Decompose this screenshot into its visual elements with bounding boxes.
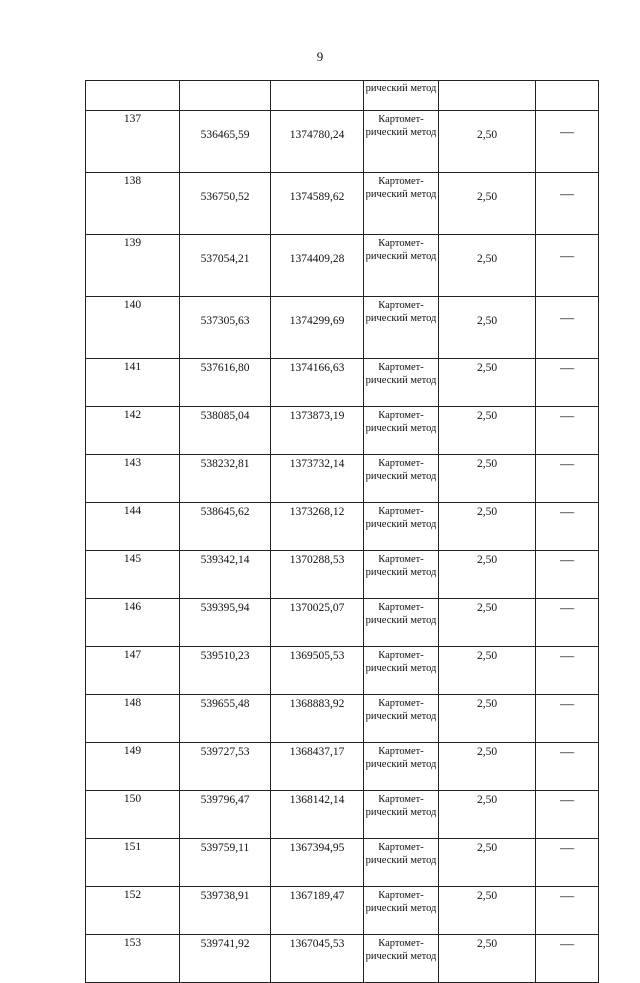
table-row bbox=[86, 297, 599, 359]
x-coordinate-cell: 539342,14 bbox=[180, 551, 271, 599]
note-cell: — bbox=[536, 503, 599, 551]
point-number-cell: 138 bbox=[86, 173, 180, 235]
table-row bbox=[86, 359, 599, 407]
table-row bbox=[86, 647, 599, 695]
method-cell: Картомет-рический метод bbox=[364, 503, 439, 551]
precision-cell: 2,50 bbox=[439, 935, 536, 983]
table-row bbox=[86, 599, 599, 647]
note-cell: — bbox=[536, 407, 599, 455]
method-cell: Картомет-рический метод bbox=[364, 791, 439, 839]
x-coordinate-cell: 539655,48 bbox=[180, 695, 271, 743]
y-coordinate-cell: 1370288,53 bbox=[271, 551, 364, 599]
precision-cell: 2,50 bbox=[439, 173, 536, 235]
y-coordinate-cell: 1370025,07 bbox=[271, 599, 364, 647]
precision-cell: 2,50 bbox=[439, 111, 536, 173]
method-cell: Картомет-рический метод bbox=[364, 887, 439, 935]
empty-cell bbox=[180, 81, 271, 111]
method-cell: Картомет-рический метод bbox=[364, 647, 439, 695]
note-cell: — bbox=[536, 935, 599, 983]
point-number-cell: 139 bbox=[86, 235, 180, 297]
method-cell: Картомет-рический метод bbox=[364, 935, 439, 983]
y-coordinate-cell: 1374299,69 bbox=[271, 297, 364, 359]
point-number-cell: 140 bbox=[86, 297, 180, 359]
point-number-cell: 145 bbox=[86, 551, 180, 599]
coordinates-table-body bbox=[86, 81, 599, 983]
point-number-cell: 146 bbox=[86, 599, 180, 647]
empty-cell bbox=[86, 81, 180, 111]
method-cell: Картомет-рический метод bbox=[364, 173, 439, 235]
table-row bbox=[86, 173, 599, 235]
x-coordinate-cell: 539738,91 bbox=[180, 887, 271, 935]
note-cell: — bbox=[536, 647, 599, 695]
precision-cell: 2,50 bbox=[439, 503, 536, 551]
table-row bbox=[86, 551, 599, 599]
page-number: 9 bbox=[316, 49, 324, 64]
method-cell: Картомет-рический метод bbox=[364, 235, 439, 297]
method-cell: Картомет-рический метод bbox=[364, 551, 439, 599]
precision-cell: 2,50 bbox=[439, 599, 536, 647]
note-cell: — bbox=[536, 743, 599, 791]
note-cell: — bbox=[536, 297, 599, 359]
y-coordinate-cell: 1367394,95 bbox=[271, 839, 364, 887]
y-coordinate-cell: 1373268,12 bbox=[271, 503, 364, 551]
point-number-cell: 153 bbox=[86, 935, 180, 983]
note-cell: — bbox=[536, 599, 599, 647]
note-cell: — bbox=[536, 839, 599, 887]
x-coordinate-cell: 539727,53 bbox=[180, 743, 271, 791]
point-number-cell: 137 bbox=[86, 111, 180, 173]
table-row bbox=[86, 111, 599, 173]
point-number-cell: 148 bbox=[86, 695, 180, 743]
method-cell: Картомет-рический метод bbox=[364, 407, 439, 455]
y-coordinate-cell: 1368437,17 bbox=[271, 743, 364, 791]
x-coordinate-cell: 538232,81 bbox=[180, 455, 271, 503]
continued-row bbox=[86, 81, 599, 111]
precision-cell: 2,50 bbox=[439, 887, 536, 935]
y-coordinate-cell: 1374166,63 bbox=[271, 359, 364, 407]
note-cell: — bbox=[536, 359, 599, 407]
method-cell: Картомет-рический метод bbox=[364, 297, 439, 359]
y-coordinate-cell: 1369505,53 bbox=[271, 647, 364, 695]
y-coordinate-cell: 1368883,92 bbox=[271, 695, 364, 743]
note-cell: — bbox=[536, 173, 599, 235]
y-coordinate-cell: 1373732,14 bbox=[271, 455, 364, 503]
precision-cell: 2,50 bbox=[439, 235, 536, 297]
x-coordinate-cell: 536750,52 bbox=[180, 173, 271, 235]
method-cell: Картомет-рический метод bbox=[364, 839, 439, 887]
coordinates-table bbox=[85, 80, 599, 983]
note-cell: — bbox=[536, 111, 599, 173]
precision-cell: 2,50 bbox=[439, 297, 536, 359]
method-cell: Картомет-рический метод bbox=[364, 743, 439, 791]
precision-cell: 2,50 bbox=[439, 791, 536, 839]
x-coordinate-cell: 537616,80 bbox=[180, 359, 271, 407]
method-cell: Картомет-рический метод bbox=[364, 359, 439, 407]
table-row bbox=[86, 887, 599, 935]
empty-cell bbox=[439, 81, 536, 111]
precision-cell: 2,50 bbox=[439, 359, 536, 407]
point-number-cell: 147 bbox=[86, 647, 180, 695]
note-cell: — bbox=[536, 887, 599, 935]
method-cell: Картомет-рический метод bbox=[364, 111, 439, 173]
precision-cell: 2,50 bbox=[439, 839, 536, 887]
precision-cell: 2,50 bbox=[439, 455, 536, 503]
x-coordinate-cell: 537305,63 bbox=[180, 297, 271, 359]
x-coordinate-cell: 538085,04 bbox=[180, 407, 271, 455]
precision-cell: 2,50 bbox=[439, 743, 536, 791]
method-cell: рический метод bbox=[364, 81, 439, 111]
note-cell: — bbox=[536, 791, 599, 839]
point-number-cell: 151 bbox=[86, 839, 180, 887]
x-coordinate-cell: 539510,23 bbox=[180, 647, 271, 695]
method-cell: Картомет-рический метод bbox=[364, 695, 439, 743]
y-coordinate-cell: 1367189,47 bbox=[271, 887, 364, 935]
y-coordinate-cell: 1374780,24 bbox=[271, 111, 364, 173]
table-row bbox=[86, 695, 599, 743]
method-cell: Картомет-рический метод bbox=[364, 599, 439, 647]
y-coordinate-cell: 1367045,53 bbox=[271, 935, 364, 983]
table-row bbox=[86, 407, 599, 455]
x-coordinate-cell: 539741,92 bbox=[180, 935, 271, 983]
method-cell: Картомет-рический метод bbox=[364, 455, 439, 503]
note-cell: — bbox=[536, 455, 599, 503]
x-coordinate-cell: 538645,62 bbox=[180, 503, 271, 551]
table-row bbox=[86, 839, 599, 887]
table-row bbox=[86, 935, 599, 983]
precision-cell: 2,50 bbox=[439, 695, 536, 743]
note-cell: — bbox=[536, 551, 599, 599]
table-row bbox=[86, 503, 599, 551]
note-cell: — bbox=[536, 695, 599, 743]
point-number-cell: 144 bbox=[86, 503, 180, 551]
point-number-cell: 142 bbox=[86, 407, 180, 455]
x-coordinate-cell: 539796,47 bbox=[180, 791, 271, 839]
y-coordinate-cell: 1374409,28 bbox=[271, 235, 364, 297]
point-number-cell: 150 bbox=[86, 791, 180, 839]
note-cell: — bbox=[536, 235, 599, 297]
precision-cell: 2,50 bbox=[439, 551, 536, 599]
precision-cell: 2,50 bbox=[439, 647, 536, 695]
point-number-cell: 149 bbox=[86, 743, 180, 791]
precision-cell: 2,50 bbox=[439, 407, 536, 455]
table-row bbox=[86, 235, 599, 297]
table-row bbox=[86, 743, 599, 791]
point-number-cell: 143 bbox=[86, 455, 180, 503]
x-coordinate-cell: 539759,11 bbox=[180, 839, 271, 887]
y-coordinate-cell: 1368142,14 bbox=[271, 791, 364, 839]
point-number-cell: 152 bbox=[86, 887, 180, 935]
table-row bbox=[86, 455, 599, 503]
empty-cell bbox=[536, 81, 599, 111]
y-coordinate-cell: 1373873,19 bbox=[271, 407, 364, 455]
empty-cell bbox=[271, 81, 364, 111]
x-coordinate-cell: 539395,94 bbox=[180, 599, 271, 647]
y-coordinate-cell: 1374589,62 bbox=[271, 173, 364, 235]
table-row bbox=[86, 791, 599, 839]
x-coordinate-cell: 537054,21 bbox=[180, 235, 271, 297]
x-coordinate-cell: 536465,59 bbox=[180, 111, 271, 173]
point-number-cell: 141 bbox=[86, 359, 180, 407]
